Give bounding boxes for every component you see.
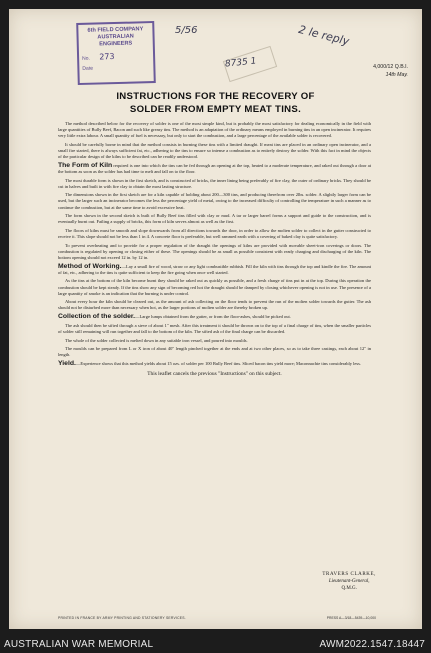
intro-paragraph: The method described below for the recovery of solder is one of the most simple kind, but is probably the most satisfactory for dealing economically in the field with large quantities of Bully Beef, Bacon and such like greasy tins. The method is an adaptation of the ordinary means employed in burning tins in an open incinerator. It requires very little extra labour. A small quantity of fuel is necessary, but only to start the combustion, and a large percentage of the available solder is recovered. (58, 121, 372, 139)
section-lead: —Large lumps obtained from the gutter, or from the floor-ashes, should be picked out. (135, 314, 291, 320)
stamp-line-3: ENGINEERS (99, 40, 133, 48)
archive-caption-left: AUSTRALIAN WAR MEMORIAL (4, 639, 154, 650)
signatory-name: TRAVERS CLARKE, (322, 572, 376, 577)
signature-block (322, 571, 376, 592)
paragraph: The whole of the solder collected is melted down in any suitable iron vessel, and poured into moulds. (65, 337, 248, 343)
pencil-note: 2 le reply (297, 22, 351, 49)
section-lead: —Lay a small fire of wood, straw or any light combustible rubbish. Fill the kiln with tins through the top and kindle the fire. The amount of fat, etc., adhering to the tins is quite sufficient to keep the fire going when once well started. (58, 263, 371, 275)
stamp-no-row (79, 51, 153, 62)
body-text (58, 121, 371, 380)
printer-imprint: PRINTED IN FRANCE BY ARMY PRINTING AND STATIONERY SERVICES. (58, 616, 186, 620)
paragraph: The floors of kilns must be smooth and slope downwards from all directions towards the door, in order to allow the molten solder to collect in the gutter constructed to receive it. This slope should not be less than 1 in 4. A concrete floor is preferable, but well rammed earth with a covering of baked clay is quite satisfactory. (58, 227, 371, 240)
intro-paragraph: It should be carefully borne in mind that the method consists in burning these tins with a limited draught. If meat tins are placed in an ordinary open incinerator, and a small fire started, there is always sufficient fat, etc., adhering to the tins to ensure so intense a combustion as to entirely destroy the solder. With this fact in mind the objects of the particular design of the kilns to be described can be readily understood. (58, 141, 371, 160)
paragraph: The most durable form is shown in the first sketch, and is constructed of bricks, the inner lining being preferably of fire clay, the outer of ordinary bricks. They should be cut in halves and built in with fire clay to obtain the most lasting structure. (58, 177, 371, 189)
paragraph: The dimensions shown in the first sketch are for a kiln capable of holding about 200—300 tins, and producing therefrom over 2lbs. solder. A slightly larger form can be used, but the larger such an incinerator becomes the less the percentage yield of metal, owing to the increased difficulty of controlling the temperature in such a manner as to continue the combustion, but at the same time to avoid excessive heat. (58, 192, 371, 210)
title-line-2: SOLDER FROM EMPTY MEAT TINS. (129, 103, 302, 115)
pencil-folio: 5/56 (175, 25, 198, 36)
pencil-number: 8735 1 (224, 56, 257, 70)
paragraph: To prevent overheating and to provide for a proper regulation of the draught the openings of kilns are provided with movable sheet-iron coverings or doors. The combustion is regulated by opening or closing either of these. The openings should be as small as possible consistent with ready charging and discharging of the kiln. The bottom opening should not exceed 12 in. by 12 in. (58, 242, 371, 260)
paragraph: The form shown in the second sketch is built of Bully Beef tins filled with clay or mud. A tar or larger barrel forms a support and guide to the construction, and is eventually burnt out. Failing a supply of bricks, this form of kiln serves almost as well as the first. (58, 213, 371, 225)
section-heading: Yield. (58, 360, 76, 367)
section-yield (58, 361, 371, 367)
stamp-no-label: No. (82, 55, 90, 62)
paragraph: About every hour the kiln should be cleared out, as the amount of ash collecting on the floor tends to prevent the run of the molten solder towards the gutter. The ash should not be disturbed more than necessary when hot, as the larger portions of molten solder are thereby broken up. (58, 299, 371, 311)
section-collection (58, 314, 371, 320)
section-kiln (58, 163, 371, 175)
paragraph: The ash should then be sifted through a sieve of about 1" mesh. After this treatment it should be thrown on to the top of a final charge of tins, when the smaller particles of solder still remaining will run together and fall to the bottom of the kiln. The sifted ash of the final charge can be discarded. (58, 322, 371, 334)
section-heading: Method of Working. (58, 262, 122, 270)
section-heading: The Form of Kiln (58, 161, 113, 169)
stamp-line-1: 6th FIELD COMPANY (87, 26, 144, 34)
stamp-date-label: Date (82, 65, 94, 72)
form-code: 4,000/12 Q.B.I. (373, 64, 408, 70)
title-line-1: INSTRUCTIONS FOR THE RECOVERY OF (116, 91, 315, 102)
form-date: 14th May. (385, 72, 408, 78)
paragraph: The moulds can be prepared from L or X iron of about 40" length pinched together at the ends and at two other places, so as to take three castings, each about 12" in length. (58, 346, 371, 358)
document-page (9, 9, 422, 629)
unit-stamp (76, 21, 156, 85)
section-lead: —Experience shows that this method yields about 15 ozs. of solder per 100 Bully Beef tins. Sliced bacon tins yield more; Maconnachie tins considerably less. (75, 361, 361, 366)
section-lead: required is one into which the tins can be fed through an opening at the top, heated to a moderate temperature, and raked out through a door at the bottom as soon as the solder has had time to melt and fall on to the floor. (58, 162, 372, 174)
signatory-org: Q.M.G. (341, 586, 357, 591)
signatory-rank: Lieutenant-General, (328, 579, 370, 584)
archive-caption-right: AWM2022.1547.18447 (319, 639, 425, 650)
section-method (58, 264, 371, 276)
stamp-date-row (79, 64, 153, 72)
cancel-note: This leaflet cancels the previous "Instructions" on this subject. (147, 371, 282, 378)
stamp-no-value: 273 (99, 52, 115, 62)
form-reference (373, 63, 408, 79)
document-title (9, 91, 422, 116)
section-heading: Collection of the solder. (58, 313, 136, 321)
paragraph: As the tins at the bottom of the kiln become burnt they should be raked out as quickly as possible, and a fresh charge of tins put in at the top. During this operation the combustion should be kept steady. If the tins show any sign of becoming red hot the draught should be damped by closing whichever opening is not in use. The presence of a large quantity of smoke is an indication that the burning is under control. (58, 278, 371, 296)
stamp-line-2: AUSTRALIAN (97, 33, 134, 41)
form-number: PRESS A—3/18—5439—10,000 (326, 616, 376, 620)
